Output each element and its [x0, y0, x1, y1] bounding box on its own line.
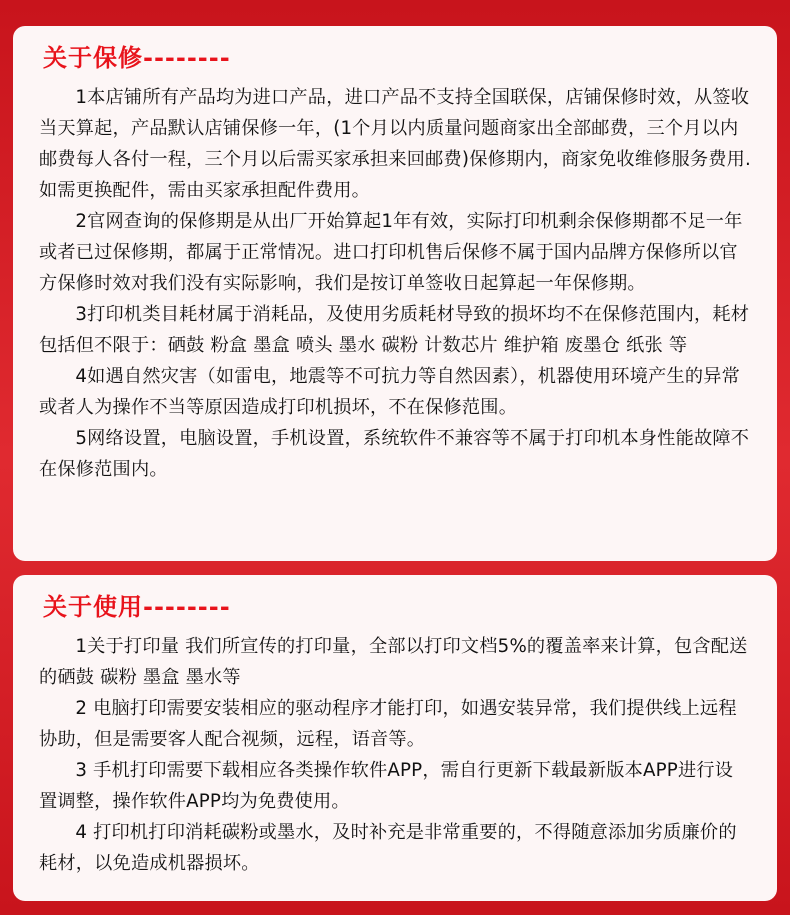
usage-paragraph-3: 3 手机打印需要下载相应各类操作软件APP，需自行更新下载最新版本APP进行设置调整，操作软件APP均为免费使用。 — [39, 760, 734, 812]
warranty-paragraph-2: 2官网查询的保修期是从出厂开始算起1年有效，实际打印机剩余保修期都不足一年或者已过保修期，都属于正常情况。进口打印机售后保修不属于国内品牌方保修所以官方保修时效对我们没有实际影响，我们是按订单签收日起算起一年保修期。 — [39, 211, 743, 294]
usage-paragraph-1: 1关于打印量 我们所宣传的打印量，全部以打印文档5%的覆盖率来计算，包含配送的硒鼓 碳粉 墨盒 墨水等 — [39, 636, 748, 688]
warranty-title: 关于保修-------- — [43, 44, 231, 72]
warranty-paragraph-5: 5网络设置，电脑设置，手机设置，系统软件不兼容等不属于打印机本身性能故障不在保修范围内。 — [39, 428, 750, 480]
warranty-card — [13, 26, 777, 561]
warranty-paragraph-4: 4如遇自然灾害（如雷电，地震等不可抗力等自然因素），机器使用环境产生的异常或者人为操作不当等原因造成打印机损坏，不在保修范围。 — [39, 366, 741, 418]
usage-card — [13, 575, 777, 901]
warranty-paragraph-1: 1本店铺所有产品均为进口产品，进口产品不支持全国联保，店铺保修时效，从签收当天算起，产品默认店铺保修一年，(1个月以内质量问题商家出全部邮费，三个月以内邮费每人各付一程，三个月以后需买家承担来回邮费)保修期内，商家免收维修服务费用.如需更换配件，需由买家承担配件费用。 — [39, 87, 752, 201]
usage-paragraph-4: 4 打印机打印消耗碳粉或墨水，及时补充是非常重要的，不得随意添加劣质廉价的耗材，以免造成机器损坏。 — [39, 822, 737, 874]
usage-paragraph-2: 2 电脑打印需要安装相应的驱动程序才能打印，如遇安装异常，我们提供线上远程协助，但是需要客人配合视频，远程，语音等。 — [39, 698, 737, 750]
warranty-paragraph-3: 3打印机类目耗材属于消耗品，及使用劣质耗材导致的损坏均不在保修范围内，耗材包括但不限于：硒鼓 粉盒 墨盒 喷头 墨水 碳粉 计数芯片 维护箱 废墨仓 纸张 等 — [39, 304, 750, 356]
usage-title: 关于使用-------- — [43, 593, 231, 621]
